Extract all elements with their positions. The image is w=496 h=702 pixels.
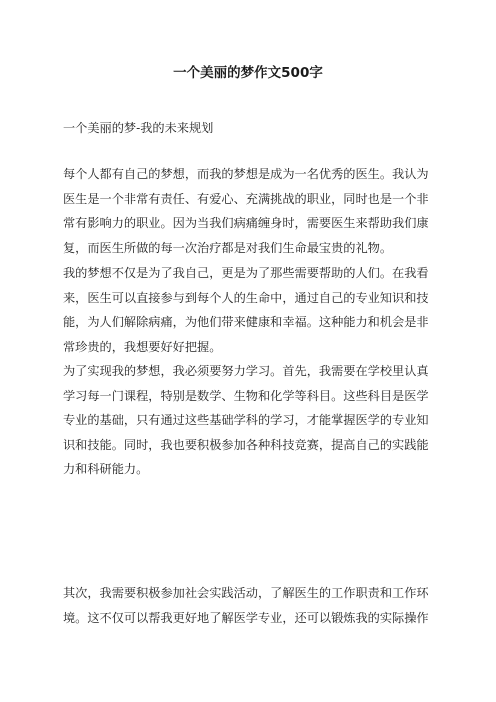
paragraph-line: 境。这不仅可以帮我更好地了解医学专业，还可以锻炼我的实际操作 [63,610,429,625]
paragraph-line: 其次，我需要积极参加社会实践活动，了解医生的工作职责和工作环 [63,586,429,600]
document-subtitle: 一个美丽的梦-我的未来规划 [63,121,214,135]
paragraph-line: 我的梦想不仅是为了我自己，更是为了那些需要帮助的人们。在我看 [63,266,429,280]
paragraph-line: 专业的基础，只有通过这些基础学科的学习，才能掌握医学的专业知 [63,413,429,428]
paragraph-line: 能，为人们解除病痛，为他们带来健康和幸福。这种能力和机会是非 [63,315,429,330]
document-title: 一个美丽的梦作文500字 [173,65,323,81]
paragraph-line: 为了实现我的梦想，我必须要努力学习。首先，我需要在学校里认真 [63,364,429,378]
paragraph-2 [63,261,435,359]
paragraph-4 [63,581,435,630]
paragraph-line: 力和科研能力。 [63,462,149,477]
paragraph-line: 复，而医生所做的每一次治疗都是对我们生命最宝贵的礼物。 [63,240,393,255]
paragraph-1 [63,162,435,260]
paragraph-line: 识和技能。同时，我也要积极参加各种科技竞赛，提高自己的实践能 [63,437,429,452]
paragraph-3 [63,359,435,482]
paragraph-line: 常有影响力的职业。因为当我们病痛缠身时，需要医生来帮助我们康 [63,216,429,231]
paragraph-line: 学习每一门课程，特别是数学、生物和化学等科目。这些科目是医学 [63,388,429,403]
paragraph-line: 来，医生可以直接参与到每个人的生命中，通过自己的专业知识和技 [63,290,429,305]
paragraph-line: 医生是一个非常有责任、有爱心、充满挑战的职业，同时也是一个非 [63,191,429,206]
paragraph-line: 常珍贵的，我想要好好把握。 [63,339,222,354]
paragraph-line: 每个人都有自己的梦想，而我的梦想是成为一名优秀的医生。我认为 [63,167,429,181]
